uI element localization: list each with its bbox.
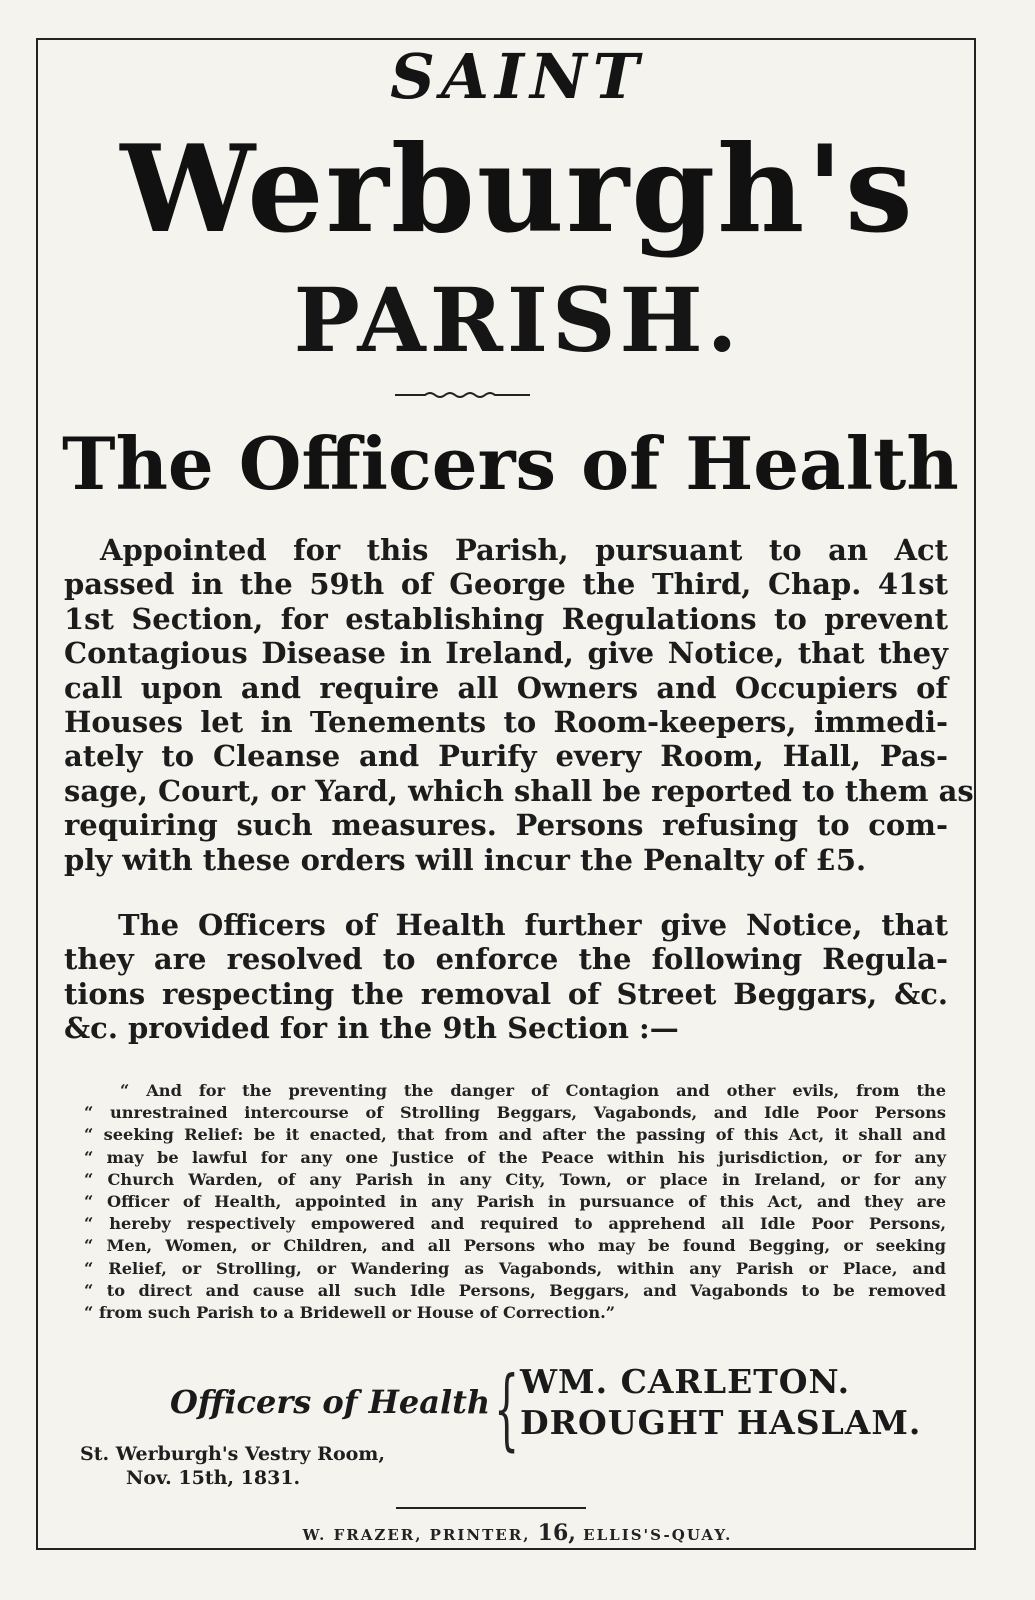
vestry-location: St. Werburgh's Vestry Room, xyxy=(80,1443,386,1465)
paragraph-line: 1st Section, for establishing Regulations to prevent xyxy=(64,601,948,636)
quote-line: “ Church Warden, of any Parish in any City, Town, or place in Ireland, or for any xyxy=(84,1169,946,1189)
paragraph-line: ply with these orders will incur the Penalty of £5. xyxy=(64,842,867,877)
paragraph-line: Contagious Disease in Ireland, give Notice, that they xyxy=(64,636,948,671)
paragraph-line: they are resolved to enforce the following Regula- xyxy=(64,942,948,977)
quote-line: “ may be lawful for any one Justice of the Peace within his jurisdiction, or for any xyxy=(84,1147,946,1167)
saint-heading: SAINT xyxy=(390,40,645,113)
quote-line: “ Relief, or Strolling, or Wandering as Vagabonds, within any Parish or Place, and xyxy=(84,1258,946,1278)
quote-line: “ unrestrained intercourse of Strolling Beggars, Vagabonds, and Idle Poor Persons xyxy=(84,1103,946,1123)
officers-title: The Officers of Health xyxy=(62,421,959,506)
printer-number: 16, xyxy=(537,1520,576,1546)
officer-name-carleton: WM. CARLETON. xyxy=(520,1362,851,1401)
act-quotation xyxy=(84,1080,946,1324)
werburgh-heading: Werburgh's xyxy=(120,119,915,260)
paragraph-line: ately to Cleanse and Purify every Room, Hall, Pas- xyxy=(64,739,948,774)
paragraph-line: sage, Court, or Yard, which shall be reported to them as xyxy=(64,773,974,808)
paragraph-line: The Officers of Health further give Notice, that xyxy=(118,908,948,942)
quote-line: “ And for the preventing the danger of Contagion and other evils, from the xyxy=(120,1081,946,1100)
officer-name-haslam: DROUGHT HASLAM. xyxy=(520,1403,922,1442)
quote-line: “ hereby respectively empowered and required to apprehend all Idle Poor Persons, xyxy=(84,1214,946,1234)
footer-rule xyxy=(396,1507,586,1509)
quote-line: “ Men, Women, or Children, and all Persons who may be found Begging, or seeking xyxy=(84,1236,946,1256)
vestry-date: Nov. 15th, 1831. xyxy=(126,1467,301,1489)
notice-paragraph-1 xyxy=(64,533,974,877)
printer-address: ELLIS'S-QUAY. xyxy=(583,1526,733,1544)
printer-name: W. FRAZER, PRINTER, xyxy=(302,1526,531,1544)
ornament-divider xyxy=(395,390,530,400)
signature-label: Officers of Health xyxy=(170,1383,491,1421)
parish-heading: PARISH. xyxy=(293,268,742,372)
paragraph-line: &c. provided for in the 9th Section :— xyxy=(64,1011,679,1046)
quote-line: “ to direct and cause all such Idle Persons, Beggars, and Vagabonds to be removed xyxy=(84,1280,946,1300)
paragraph-line: Appointed for this Parish, pursuant to an Act xyxy=(100,533,948,567)
paragraph-line: call upon and require all Owners and Occupiers of xyxy=(64,670,948,705)
paragraph-line: Houses let in Tenements to Room-keepers, immedi- xyxy=(64,705,948,740)
notice-paragraph-2 xyxy=(64,908,948,1046)
signature-brace: { xyxy=(494,1357,520,1460)
printer-credit xyxy=(0,1520,1035,1546)
quote-line: “ seeking Relief: be it enacted, that from and after the passing of this Act, it shall and xyxy=(84,1125,946,1145)
paragraph-line: requiring such measures. Persons refusing to com- xyxy=(64,808,948,843)
quote-line: “ Officer of Health, appointed in any Parish in pursuance of this Act, and they are xyxy=(84,1192,946,1212)
paragraph-line: passed in the 59th of George the Third, Chap. 41st xyxy=(64,567,948,602)
quote-line: “ from such Parish to a Bridewell or House of Correction.” xyxy=(84,1303,616,1323)
paragraph-line: tions respecting the removal of Street Beggars, &c. xyxy=(64,976,948,1011)
